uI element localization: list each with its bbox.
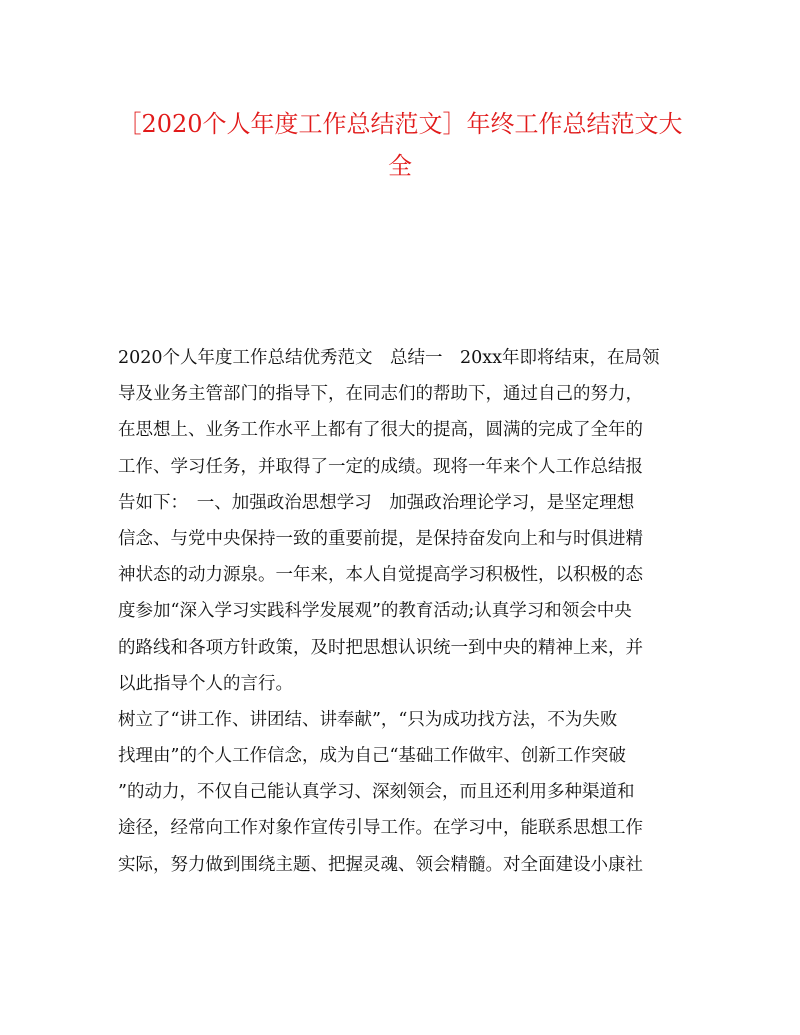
- title-line-2: 全: [388, 152, 412, 180]
- text-line: 实际，努力做到围绕主题、把握灵魂、领会精髓。对全面建设小康社: [118, 854, 643, 875]
- text-line: 工作、学习任务，并取得了一定的成绩。现将一年来个人工作总结报: [118, 456, 643, 477]
- paragraph-2: [118, 702, 682, 883]
- document-title: [100, 103, 700, 187]
- text-line: 神状态的动力源泉。一年来，本人自觉提高学习积极性，以积极的态: [118, 565, 643, 586]
- text-line: ”的动力，不仅自己能认真学习、深刻领会，而且还利用多种渠道和: [118, 782, 635, 803]
- text-line: 2020个人年度工作总结优秀范文 总结一 20xx年即将结束，在局领: [118, 348, 660, 368]
- text-line: 在思想上、业务工作水平上都有了很大的提高，圆满的完成了全年的: [118, 420, 643, 441]
- title-line-1: ［2020个人年度工作总结范文］年终工作总结范文大: [117, 110, 683, 138]
- text-line: 找理由”的个人工作信念，成为自己“基础工作做牢、创新工作突破: [118, 746, 626, 767]
- text-line: 途径，经常向工作对象作宣传引导工作。在学习中，能联系思想工作: [118, 818, 643, 839]
- text-line: 以此指导个人的言行。: [118, 673, 293, 694]
- document-body: [118, 340, 682, 883]
- text-line: 信念、与党中央保持一致的重要前提，是保持奋发向上和与时俱进精: [118, 528, 643, 549]
- text-line: 的路线和各项方针政策，及时把思想认识统一到中央的精神上来，并: [118, 637, 643, 658]
- paragraph-1: [118, 340, 682, 702]
- text-line: 告如下： 一、加强政治思想学习 加强政治理论学习，是坚定理想: [118, 492, 635, 513]
- text-line: 树立了“讲工作、讲团结、讲奉献”，“只为成功找方法，不为失败: [118, 709, 618, 730]
- text-line: 度参加“深入学习实践科学发展观”的教育活动;认真学习和领会中央: [118, 601, 632, 622]
- text-line: 导及业务主管部门的指导下，在同志们的帮助下，通过自己的努力，: [118, 384, 643, 405]
